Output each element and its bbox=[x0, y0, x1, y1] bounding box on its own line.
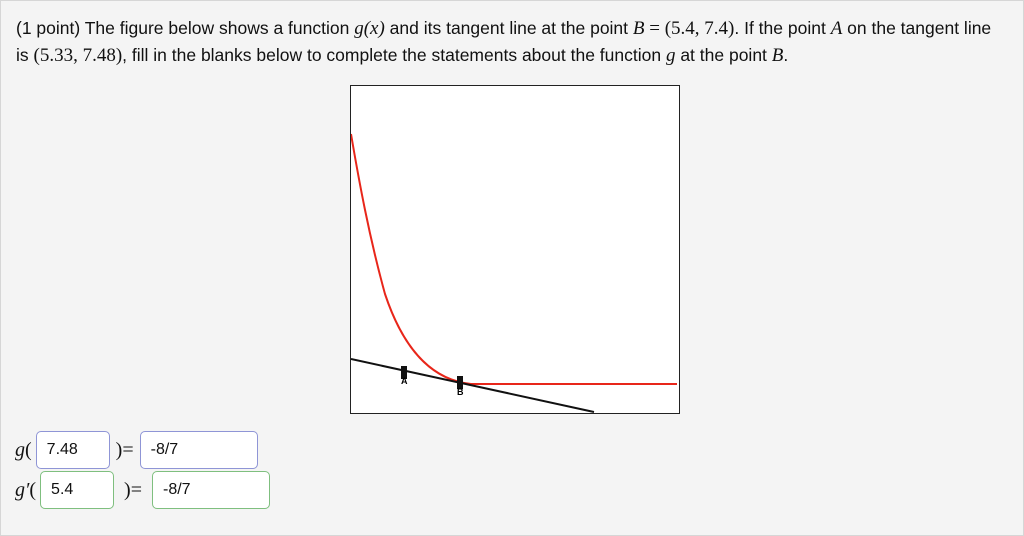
close-paren-equals: )= bbox=[124, 478, 142, 501]
function-label bbox=[15, 439, 32, 462]
problem-text: . If the point bbox=[734, 18, 831, 38]
g-argument-input[interactable] bbox=[36, 431, 110, 469]
function-curve bbox=[351, 134, 677, 384]
g-value-input[interactable] bbox=[140, 431, 258, 469]
equals-sign: = bbox=[644, 18, 665, 39]
problem-text: (1 point) The figure below shows a function bbox=[16, 18, 355, 38]
problem-text: , fill in the blanks below to complete the statements about the function bbox=[122, 45, 666, 65]
answer-row-g-prime bbox=[15, 471, 270, 509]
point-b-marker bbox=[457, 376, 464, 397]
graph-svg bbox=[351, 86, 679, 413]
point-a-marker bbox=[401, 366, 408, 386]
point-a-coordinates: (5.33, 7.48) bbox=[33, 45, 123, 66]
problem-statement bbox=[16, 15, 1006, 69]
answer-row-g bbox=[15, 431, 258, 469]
problem-text: at the point bbox=[675, 45, 772, 65]
function-letter: g bbox=[665, 45, 676, 66]
tangent-line bbox=[351, 359, 594, 412]
function-graph bbox=[350, 85, 680, 414]
function-symbol: g bbox=[15, 438, 25, 461]
g-prime-argument-input[interactable] bbox=[40, 471, 114, 509]
problem-text: and its tangent line at the point bbox=[384, 18, 633, 38]
point-b-label: B bbox=[632, 18, 645, 39]
point-b-text: B bbox=[457, 387, 464, 397]
derivative-label bbox=[15, 479, 36, 502]
problem-text: on the tangent line is bbox=[16, 18, 992, 65]
open-paren: ( bbox=[29, 478, 37, 501]
point-a-text: A bbox=[401, 376, 408, 386]
close-paren-equals: )= bbox=[115, 438, 134, 461]
function-name: g(x) bbox=[354, 18, 385, 39]
point-a-label: A bbox=[830, 18, 843, 39]
point-b-coordinates: (5.4, 7.4) bbox=[664, 18, 735, 39]
open-paren: ( bbox=[25, 438, 32, 461]
derivative-symbol: g′ bbox=[15, 478, 30, 501]
problem-text: . bbox=[783, 45, 789, 65]
g-prime-value-input[interactable] bbox=[152, 471, 270, 509]
point-b-label: B bbox=[771, 45, 784, 66]
